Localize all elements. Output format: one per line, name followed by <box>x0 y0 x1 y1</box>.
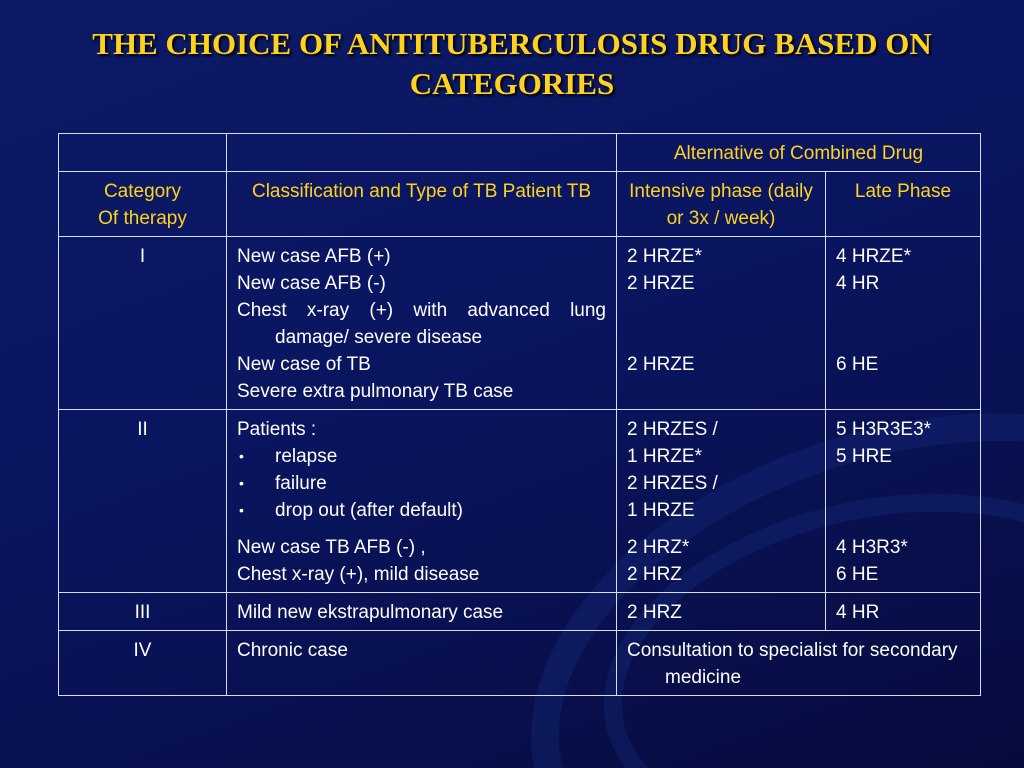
regimen: 2 HRZ* <box>627 537 690 558</box>
cell-classification: Mild new ekstrapulmonary case <box>227 593 617 631</box>
cell-intensive <box>617 237 826 410</box>
list-item-label: failure <box>275 473 327 494</box>
regimen: 4 HR <box>836 273 880 294</box>
table-header-row <box>59 172 981 237</box>
table-row <box>59 134 981 172</box>
bullet-icon: • <box>239 475 244 491</box>
empty-header-cell <box>59 134 227 172</box>
table-row <box>59 631 981 696</box>
classification-line: New case TB AFB (-) , <box>237 537 426 558</box>
regimen: 4 H3R3* <box>836 537 908 558</box>
table-row <box>59 237 981 410</box>
classification-line: New case AFB (+) <box>237 246 391 267</box>
cell-category: I <box>59 237 227 410</box>
bullet-icon: • <box>239 502 244 518</box>
drug-table <box>58 133 981 696</box>
header-category <box>59 172 227 237</box>
regimen: 1 HRZE <box>627 500 695 521</box>
regimen: 2 HRZE <box>627 354 695 375</box>
classification-line: New case AFB (-) <box>237 273 386 294</box>
cell-intensive <box>617 410 826 593</box>
regimen: 2 HRZES / <box>627 473 718 494</box>
regimen: 2 HRZE* <box>627 246 702 267</box>
regimen: 6 HE <box>836 564 879 585</box>
classification-line: Chest x-ray (+), mild disease <box>237 564 480 585</box>
combined-note: Consultation to specialist for secondary medicine <box>627 640 958 688</box>
cell-classification <box>227 237 617 410</box>
cell-late <box>826 237 981 410</box>
cell-classification <box>227 410 617 593</box>
classification-line: Patients : <box>237 419 317 440</box>
list-item <box>237 470 606 497</box>
cell-category: II <box>59 410 227 593</box>
regimen: 2 HRZES / <box>627 419 718 440</box>
header-category-line2: Of therapy <box>98 208 187 229</box>
list-item-label: relapse <box>275 446 338 467</box>
header-category-line1: Category <box>103 181 182 202</box>
slide-title: THE CHOICE OF ANTITUBERCULOSIS DRUG BASED ON CATEGORIES <box>92 26 932 101</box>
cell-category: IV <box>59 631 227 696</box>
group-header-cell: Alternative of Combined Drug <box>617 134 981 172</box>
table-row <box>59 410 981 593</box>
cell-classification: Chronic case <box>227 631 617 696</box>
cell-intensive: 2 HRZ <box>617 593 826 631</box>
header-late: Late Phase <box>826 172 981 237</box>
list-item-label: drop out (after default) <box>275 500 463 521</box>
regimen: 5 H3R3E3* <box>836 419 932 440</box>
cell-late: 4 HR <box>826 593 981 631</box>
empty-header-cell <box>227 134 617 172</box>
list-item <box>237 443 606 470</box>
cell-combined <box>617 631 981 696</box>
regimen: 2 HRZ <box>627 564 682 585</box>
regimen: 2 HRZE <box>627 273 695 294</box>
list-item <box>237 497 606 524</box>
bullet-icon: • <box>239 448 244 464</box>
header-intensive: Intensive phase (daily or 3x / week) <box>617 172 826 237</box>
classification-line: Severe extra pulmonary TB case <box>237 381 514 402</box>
regimen: 5 HRE <box>836 446 892 467</box>
classification-line: New case of TB <box>237 354 371 375</box>
classification-line: Chest x-ray (+) with advanced lung damage/ severe disease <box>237 300 606 348</box>
header-classification: Classification and Type of TB Patient TB <box>227 172 617 237</box>
regimen: 1 HRZE* <box>627 446 702 467</box>
cell-late <box>826 410 981 593</box>
regimen: 4 HRZE* <box>836 246 911 267</box>
table-row <box>59 593 981 631</box>
cell-category: III <box>59 593 227 631</box>
regimen: 6 HE <box>836 354 879 375</box>
